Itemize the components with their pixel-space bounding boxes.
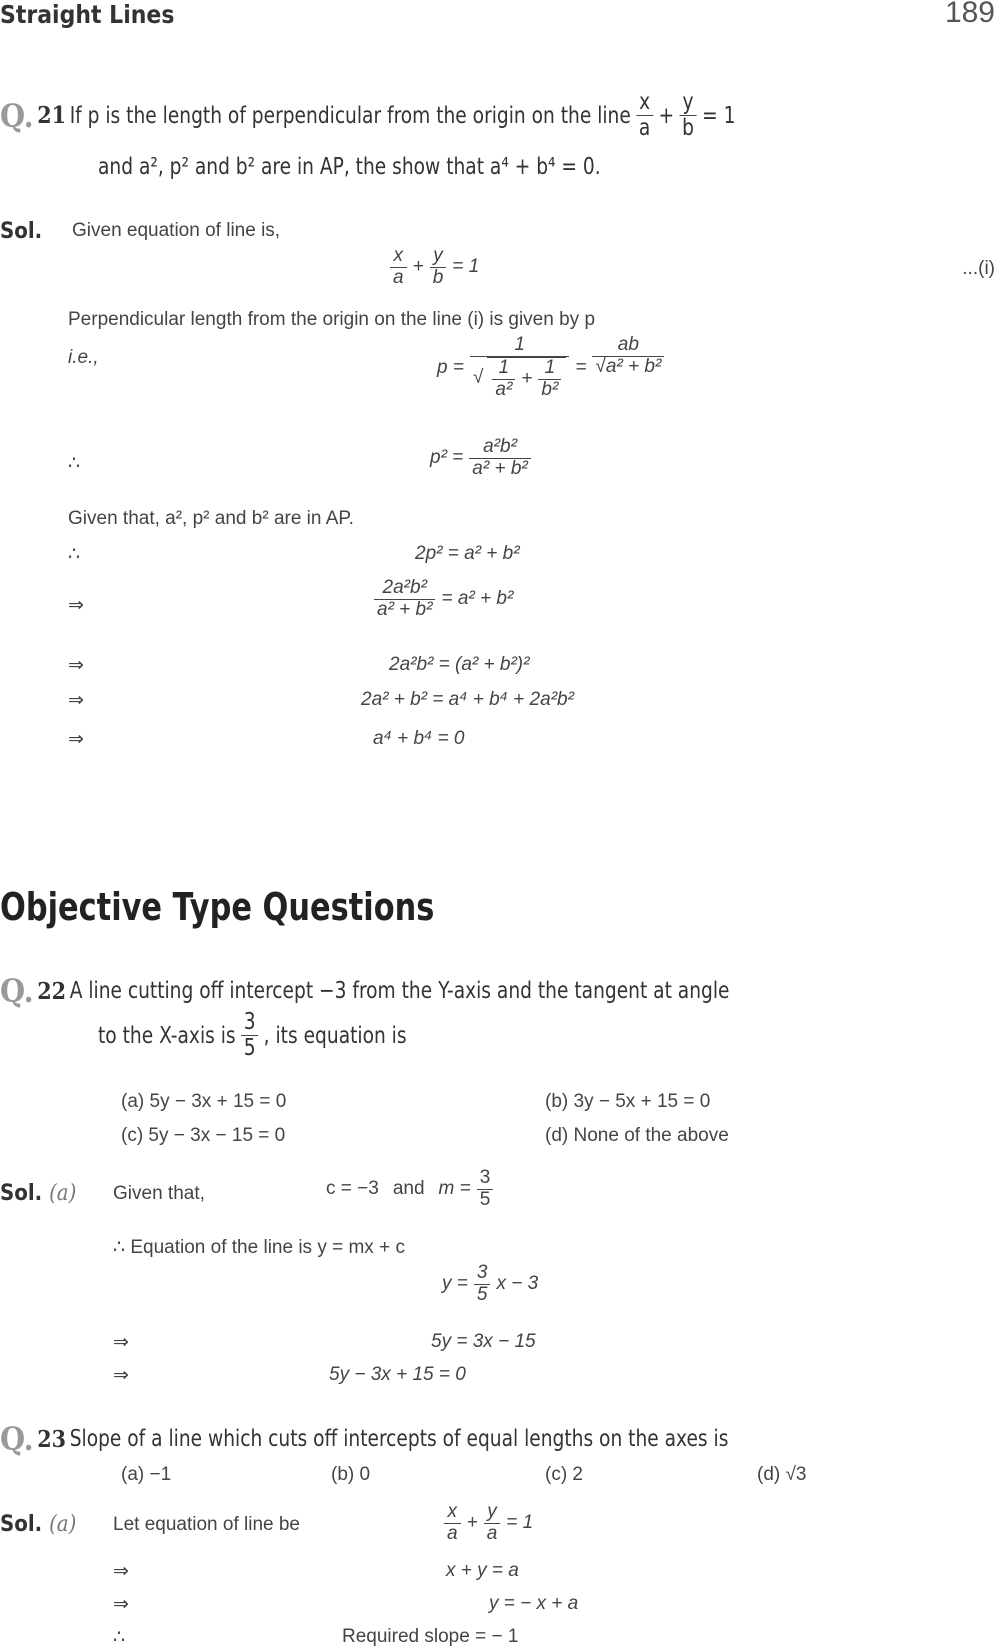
frac-den: b²	[538, 379, 561, 401]
m-lhs: m =	[438, 1178, 471, 1200]
therefore-symbol: ∴	[68, 453, 81, 474]
lhs: y =	[442, 1273, 468, 1295]
frac-num: 3	[243, 1009, 256, 1035]
implies-symbol: ⇒	[113, 1365, 129, 1386]
frac-num: 1	[544, 356, 556, 378]
option-a: (a) 5y − 3x + 15 = 0	[121, 1091, 287, 1112]
text: ∴ Equation of the line is y = mx + c	[113, 1237, 405, 1258]
option-b: (b) 3y − 5x + 15 = 0	[545, 1091, 711, 1112]
answer-option: (a)	[49, 1512, 77, 1537]
frac-den: 5	[241, 1035, 258, 1061]
frac-num: 3	[476, 1262, 488, 1283]
plus: +	[412, 256, 424, 278]
step: Required slope = − 1	[342, 1626, 519, 1647]
option-d: (d) None of the above	[545, 1125, 729, 1146]
rhs: = 1	[506, 1512, 534, 1534]
step: 5y − 3x + 15 = 0	[329, 1364, 466, 1385]
frac-den: b	[430, 267, 447, 289]
option-c: (c) 5y − 3x − 15 = 0	[121, 1125, 286, 1146]
text: Perpendicular length from the origin on the line (i) is given by p	[68, 309, 596, 330]
implies-symbol: ⇒	[113, 1561, 129, 1582]
implies-symbol: ⇒	[68, 729, 84, 750]
implies-symbol: ⇒	[68, 595, 84, 616]
plus: +	[658, 102, 675, 129]
frac-num: 1	[514, 334, 525, 355]
text: , its equation is	[263, 1022, 407, 1049]
step	[372, 578, 513, 621]
implies-symbol: ⇒	[68, 690, 84, 711]
question-mark-icon: Q.	[0, 1420, 34, 1458]
frac-den: 5	[477, 1189, 494, 1211]
question-mark-icon: Q.	[0, 972, 34, 1010]
frac-den: b	[679, 115, 696, 141]
sol-text: Sol.	[0, 1512, 43, 1537]
implies-symbol: ⇒	[113, 1332, 129, 1353]
page-number: 189	[944, 0, 995, 29]
frac-num: y	[433, 245, 443, 266]
step	[442, 1263, 538, 1306]
frac-num: ab	[617, 334, 639, 355]
question-text: Slope of a line which cuts off intercepts of equal lengths on the axes is	[69, 1426, 729, 1452]
step: 2p² = a² + b²	[415, 543, 520, 564]
rhs: x − 3	[496, 1273, 539, 1295]
equation-tag: ...(i)	[962, 258, 995, 279]
question-text-line2	[98, 1010, 407, 1062]
question-23	[0, 1420, 728, 1458]
frac-den: 5	[474, 1284, 491, 1306]
solution-label	[0, 1181, 76, 1206]
section-heading: Objective Type Questions	[0, 885, 435, 929]
solution-label: Sol.	[0, 219, 43, 244]
equation	[442, 1502, 533, 1545]
therefore-symbol: ∴	[68, 544, 81, 565]
step: y = − x + a	[489, 1593, 579, 1614]
question-text: A line cutting off intercept −3 from the Y-axis and the tangent at angle	[69, 978, 730, 1004]
frac-den: a² + b²	[374, 599, 435, 621]
question-text-line2: and a², p² and b² are in AP, the show that a⁴ + b⁴ = 0.	[98, 154, 601, 180]
frac-den: a² + b²	[469, 458, 530, 480]
p-squared-formula	[430, 437, 533, 480]
equation-i	[388, 246, 479, 289]
equals: =	[575, 356, 587, 378]
frac-den: a	[484, 1523, 501, 1545]
plus: +	[466, 1512, 478, 1534]
frac-num: y	[682, 89, 694, 115]
step: 2a²b² = (a² + b²)²	[389, 654, 530, 675]
option-d: (d) √3	[757, 1464, 807, 1485]
step: 2a² + b² = a⁴ + b⁴ + 2a²b²	[361, 689, 574, 710]
plus: +	[521, 367, 533, 389]
frac-den: a	[636, 115, 653, 141]
c-value: c = −3	[326, 1178, 379, 1200]
frac-num: 2a²b²	[382, 577, 427, 598]
frac-num: 1	[498, 356, 510, 378]
frac-num: 3	[479, 1167, 491, 1188]
frac-num: y	[487, 1501, 497, 1522]
frac-num: x	[639, 89, 651, 115]
question-21	[0, 90, 735, 142]
frac-den: a	[444, 1523, 461, 1545]
step: a⁴ + b⁴ = 0	[373, 728, 465, 749]
frac-den: √a² + b²	[592, 356, 664, 378]
text: Given equation of line is,	[72, 220, 281, 241]
implies-symbol: ⇒	[68, 655, 84, 676]
question-number: 23	[37, 1425, 67, 1453]
implies-symbol: ⇒	[113, 1594, 129, 1615]
rhs: = 1	[452, 256, 480, 278]
sol-text: Sol.	[0, 1181, 43, 1206]
question-22	[0, 972, 729, 1010]
frac-num: x	[447, 1501, 458, 1522]
equals-one: = 1	[702, 102, 736, 129]
lhs: p =	[437, 356, 464, 378]
p-formula	[437, 335, 666, 401]
frac-den: a²	[492, 379, 515, 401]
option-b: (b) 0	[331, 1464, 371, 1485]
frac-num: x	[393, 245, 404, 266]
step: 5y = 3x − 15	[431, 1331, 536, 1352]
therefore-symbol: ∴	[113, 1627, 126, 1648]
option-a: (a) −1	[121, 1464, 172, 1485]
text: and	[392, 1178, 425, 1200]
text: to the X-axis is	[98, 1022, 236, 1049]
text: Given that, a², p² and b² are in AP.	[68, 508, 354, 529]
option-c: (c) 2	[545, 1464, 583, 1485]
frac-den: a	[390, 267, 407, 289]
rhs: = a² + b²	[441, 588, 514, 610]
lhs: p² =	[430, 447, 464, 469]
solution-label	[0, 1512, 76, 1537]
frac-num: a²b²	[483, 436, 517, 457]
question-number: 22	[37, 977, 67, 1005]
question-mark-icon: Q.	[0, 96, 34, 135]
question-number: 21	[37, 102, 67, 130]
answer-option: (a)	[49, 1181, 77, 1206]
text: Given that,	[113, 1183, 205, 1204]
step: x + y = a	[446, 1560, 519, 1581]
chapter-title: Straight Lines	[0, 0, 175, 29]
text: Let equation of line be	[113, 1514, 300, 1535]
frac-den: √ $\frac{1}{\text{a²}}$ + $\frac{1}{\text{b²}}$	[470, 356, 569, 401]
text: i.e.,	[68, 347, 99, 368]
question-text: If p is the length of perpendicular from the origin on the line	[69, 102, 631, 129]
given-values	[326, 1168, 495, 1211]
